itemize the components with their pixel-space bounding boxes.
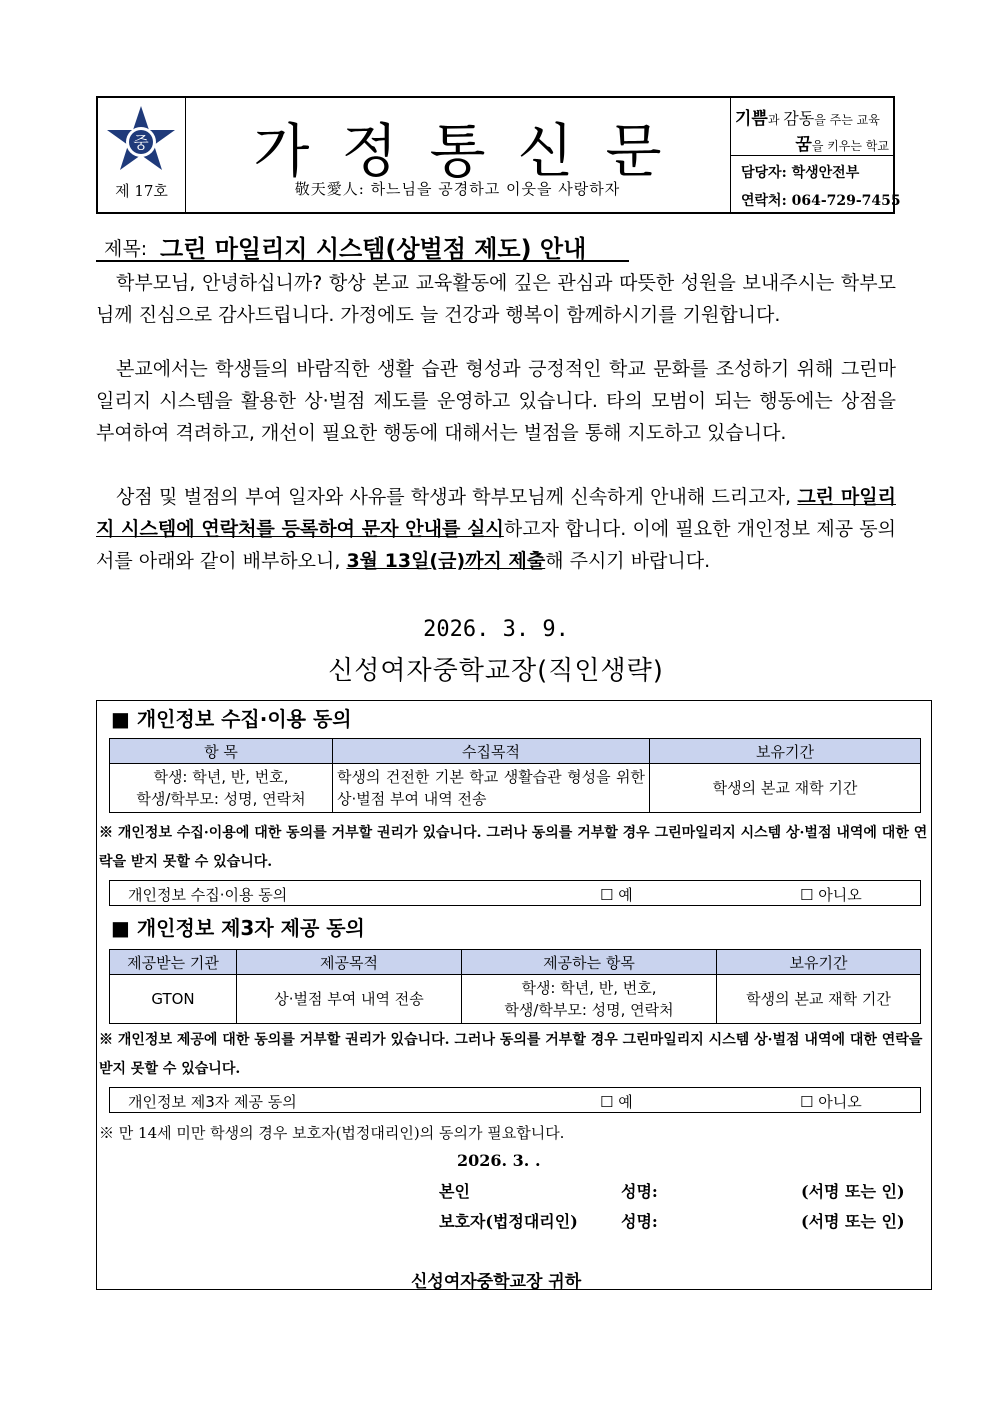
table-cell: 학생: 학년, 반, 번호, 학생/학부모: 성명, 연락처 <box>462 975 717 1024</box>
consent1-agree-row <box>109 880 921 906</box>
consent1-yes-checkbox[interactable]: ☐ 예 <box>600 886 633 904</box>
subject-label: 제목: <box>104 238 148 260</box>
self-sign-hint[interactable]: (서명 또는 인) <box>801 1182 905 1201</box>
sign-date: 2026. 3. . <box>457 1151 541 1170</box>
deadline-highlight: 3월 13일(금)까지 제출 <box>346 550 546 572</box>
school-logo-icon <box>105 104 177 176</box>
table-header: 제공받는 기관 <box>110 950 237 975</box>
agree-label: 개인정보 수집·이용 동의 <box>128 886 288 904</box>
table-cell: 상·벌점 부여 내역 전송 <box>237 975 462 1024</box>
age-note: ※ 만 14세 미만 학생의 경우 보호자(법정대리인)의 동의가 필요합니다. <box>99 1124 565 1142</box>
table-header: 항 목 <box>110 739 333 764</box>
table-header: 제공하는 항목 <box>462 950 717 975</box>
consent2-agree-row <box>109 1087 921 1113</box>
manager: 담당자: 학생안전부 <box>741 165 860 181</box>
consent2-title: ■ 개인정보 제3자 제공 동의 <box>111 916 365 940</box>
header-box <box>96 96 901 214</box>
self-name-label: 성명: <box>621 1182 658 1201</box>
table-header: 보유기간 <box>717 950 921 975</box>
table-cell: 학생의 본교 재학 기간 <box>650 764 921 813</box>
table-cell: 학생의 건전한 기본 학교 생활습관 형성을 위한 상·벌점 부여 내역 전송 <box>333 764 650 813</box>
consent2-no-checkbox[interactable]: ☐ 아니오 <box>800 1093 862 1111</box>
table-header: 수집목적 <box>333 739 650 764</box>
paragraph-2: 본교에서는 학생들의 바람직한 생활 습관 형성과 긍정적인 학교 문화를 조성하기 위해 그린마일리지 시스템을 활용한 상·벌점 제도를 운영하고 있습니다. 타의 모범이 되는 행동에는 상점을 부여하여 격려하고, 개선이 필요한 행동에 대해서는 벌점을 통해 지도하고 있습니다. <box>96 358 896 444</box>
logo-text: 중 <box>133 133 149 152</box>
guardian-label: 보호자(법정대리인) <box>439 1212 578 1231</box>
addressee: 신성여자중학교장 귀하 <box>411 1272 582 1292</box>
table-cell: 학생의 본교 재학 기간 <box>717 975 921 1024</box>
consent1-no-checkbox[interactable]: ☐ 아니오 <box>800 886 862 904</box>
table-header: 보유기간 <box>650 739 921 764</box>
table-header: 제공목적 <box>237 950 462 975</box>
guardian-name-label: 성명: <box>621 1212 658 1231</box>
school-motto: 敬天愛人: 하느님을 공경하고 이웃을 사랑하자 <box>294 180 621 198</box>
self-label: 본인 <box>439 1182 470 1201</box>
consent1-title: ■ 개인정보 수집·이용 동의 <box>111 707 352 731</box>
newsletter-title: 가정통신문 <box>253 117 694 185</box>
issue-number: 제 17호 <box>115 182 168 200</box>
phone: 연락처: 064-729-7455 <box>741 193 901 209</box>
paragraph-1: 학부모님, 안녕하십니까? 항상 본교 교육활동에 깊은 관심과 따뜻한 성원을 보내주시는 학부모님께 진심으로 감사드립니다. 가정에도 늘 건강과 행복이 함께하시기를 기원합니다. <box>96 272 896 326</box>
slogan-line-2: 꿈을 키우는 학교 <box>795 135 889 155</box>
logo-cell <box>98 98 186 212</box>
subject-title: 그린 마일리지 시스템(상벌점 제도) 안내 <box>160 235 587 263</box>
principal-name: 신성여자중학교장(직인생략) <box>328 656 664 686</box>
title-cell <box>185 98 731 212</box>
consent1-note: ※ 개인정보 수집·이용에 대한 동의를 거부할 권리가 있습니다. 그러나 동의를 거부할 경우 그린마일리지 시스템 상·벌점 내역에 대한 연락을 받지 못할 수 있습니다. <box>99 825 928 870</box>
agree-label: 개인정보 제3자 제공 동의 <box>128 1093 297 1111</box>
issue-date: 2026. 3. 9. <box>423 617 569 642</box>
consent2-yes-checkbox[interactable]: ☐ 예 <box>600 1093 633 1111</box>
paragraph-3: 상점 및 벌점의 부여 일자와 사유를 학생과 학부모님께 신속하게 안내해 드리고자, 그린 마일리지 시스템에 연락처를 등록하여 문자 안내를 실시하고자 합니다. 이에 필요한 개인정보 제공 동의서를 아래와 같이 배부하오니, 3월 13일(금)까지 제출해 주시기 바랍니다. <box>96 486 896 572</box>
consent2-note: ※ 개인정보 제공에 대한 동의를 거부할 권리가 있습니다. 그러나 동의를 거부할 경우 그린마일리지 시스템 상·벌점 내역에 대한 연락을 받지 못할 수 있습니다. <box>99 1032 923 1077</box>
slogan-line-1: 기쁨과 감동을 주는 교육 <box>735 109 880 129</box>
consent-form <box>96 700 932 1290</box>
table-cell: GTON <box>110 975 237 1024</box>
guardian-sign-hint[interactable]: (서명 또는 인) <box>801 1212 905 1231</box>
consent1-table <box>109 738 921 813</box>
table-cell: 학생: 학년, 반, 번호, 학생/학부모: 성명, 연락처 <box>110 764 333 813</box>
slogan <box>731 98 893 156</box>
sms-highlight: 그린 마일리지 시스템에 연락처를 등록하여 문자 안내를 실시 <box>96 486 896 540</box>
consent2-table <box>109 949 921 1024</box>
info-cell <box>731 98 901 212</box>
subject-underline <box>96 260 629 262</box>
